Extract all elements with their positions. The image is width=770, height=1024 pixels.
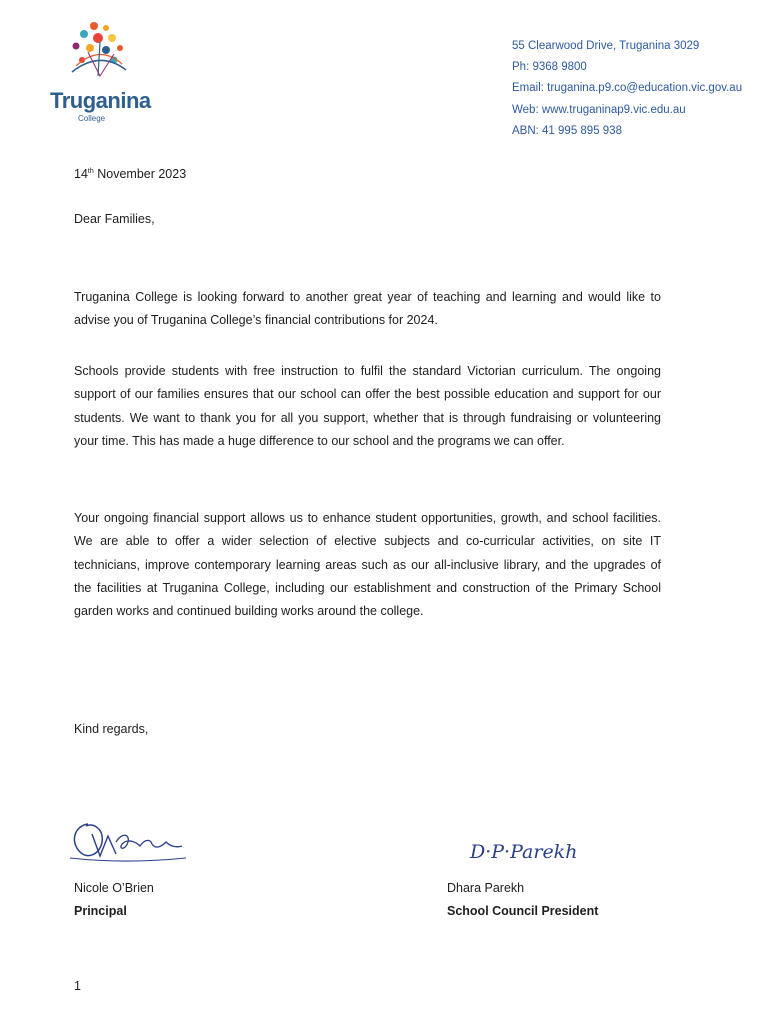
logo-name: Truganina: [50, 88, 151, 113]
signatory-role-president: School Council President: [447, 904, 599, 918]
contact-phone: Ph: 9368 9800: [512, 61, 587, 74]
principal-signature: [66, 812, 190, 868]
letter-paragraph-3: Your ongoing financial support allows us to enhance student opportunities, growth, and school facilities. We are able to offer a wider selection of elective subjects and co-curricular activities, on site IT technicians, improve contemporary learning areas such as our all-inclusive library, and the upgrades of the facilities at Truganina College, including our establishment and construction of the Primary School garden works and continued building works around the college.: [74, 511, 661, 619]
signatory-role-principal: Principal: [74, 904, 127, 918]
letter-date: 14th November 2023: [74, 167, 187, 181]
president-signature: [466, 830, 582, 870]
contact-address: 55 Clearwood Drive, Truganina 3029: [512, 40, 700, 52]
letter-paragraph-2: Schools provide students with free instruction to fulfil the standard Victorian curriculum. The ongoing support of our families ensures that our school can offer the best possible education and support for our students. We want to thank you for all you support, whether that is through fundraising or volunteering your time. This has made a huge difference to our school and the programs we can offer.: [74, 364, 661, 448]
contact-web: Web: www.truganinap9.vic.edu.au: [512, 103, 686, 116]
school-logo: [40, 18, 160, 128]
page-number: 1: [74, 979, 81, 993]
logo-mark-icon: [62, 20, 138, 90]
signatory-name-president: Dhara Parekh: [447, 881, 525, 895]
contact-block: [512, 36, 742, 142]
letter-paragraph-1: Truganina College is looking forward to another great year of teaching and learning and would like to advise you of Truganina College’s financial contributions for 2024.: [74, 290, 661, 328]
contact-abn: ABN: 41 995 895 938: [512, 124, 622, 137]
signatory-name-principal: Nicole O’Brien: [74, 881, 154, 895]
letter-closing: Kind regards,: [74, 722, 149, 736]
letter-greeting: Dear Families,: [74, 212, 155, 226]
president-signature-text: D·P·Parekh: [470, 841, 578, 863]
contact-email: Email: truganina.p9.co@education.vic.gov.au: [512, 82, 743, 95]
logo-subtitle: College: [78, 114, 106, 123]
